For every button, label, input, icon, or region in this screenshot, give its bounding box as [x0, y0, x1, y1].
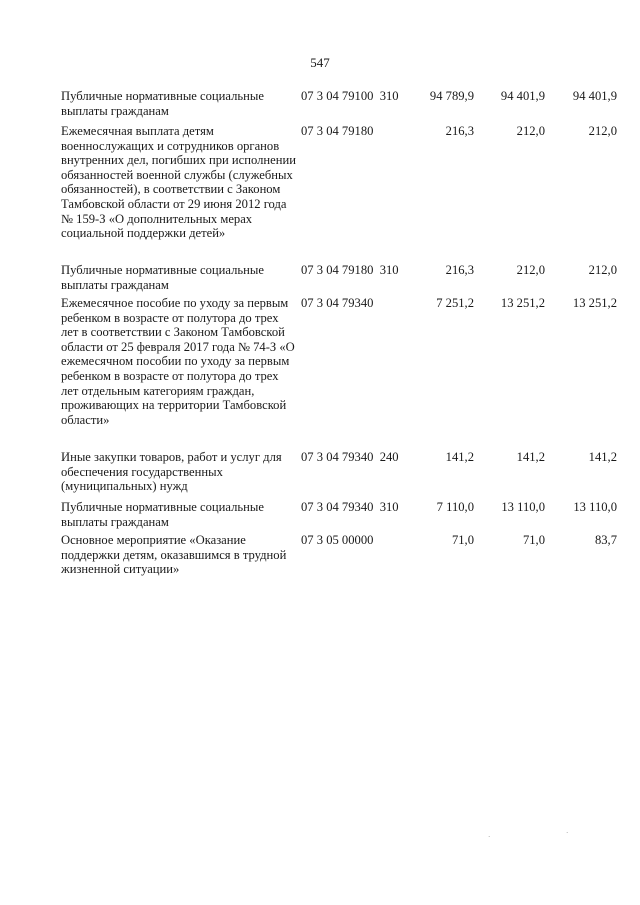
row-value-3: 212,0 [588, 263, 617, 277]
row-value-3: 13 110,0 [573, 500, 617, 514]
row-code: 07 3 04 79340 240 [301, 450, 399, 464]
row-description: Иные закупки товаров, работ и услуг для обеспечения государственных (муниципальных) нужд [61, 450, 282, 494]
row-description: Ежемесячное пособие по уходу за первым ребенком в возрасте от полутора до трех лет в соответствии с Законом Тамбовской области от 25 февраля 2017 года № 74-З «О ежемесячном пособии по уходу за первым ребенком в возрасте от полутора до трех лет отдельным категориям граждан, проживающих на территории Тамбовской области» [61, 296, 295, 427]
row-description: Публичные нормативные социальные выплаты гражданам [61, 263, 264, 292]
row-value-3: 83,7 [594, 533, 617, 547]
row-description: Публичные нормативные социальные выплаты гражданам [61, 89, 264, 118]
row-code: 07 3 04 79100 310 [301, 89, 399, 103]
row-value-3: 141,2 [588, 450, 617, 464]
scan-speck: · [488, 833, 491, 841]
row-value-1: 7 251,2 [436, 296, 474, 310]
row-code: 07 3 04 79340 [301, 296, 374, 310]
row-value-1: 94 789,9 [429, 89, 474, 103]
row-value-1: 216,3 [445, 124, 474, 138]
row-value-1: 71,0 [451, 533, 474, 547]
row-value-2: 94 401,9 [500, 89, 545, 103]
row-code: 07 3 05 00000 [301, 533, 374, 547]
row-value-3: 13 251,2 [572, 296, 617, 310]
row-value-1: 216,3 [445, 263, 474, 277]
row-value-2: 13 110,0 [501, 500, 545, 514]
row-value-3: 94 401,9 [572, 89, 617, 103]
row-value-1: 7 110,0 [436, 500, 474, 514]
row-value-2: 71,0 [522, 533, 545, 547]
row-value-2: 212,0 [516, 263, 545, 277]
row-value-2: 141,2 [516, 450, 545, 464]
row-value-2: 212,0 [516, 124, 545, 138]
row-description: Публичные нормативные социальные выплаты гражданам [61, 500, 264, 529]
row-description: Основное мероприятие «Оказание поддержки детям, оказавшимся в трудной жизненной ситуации» [61, 533, 287, 577]
row-value-2: 13 251,2 [500, 296, 545, 310]
row-description: Ежемесячная выплата детям военнослужащих и сотрудников органов внутренних дел, погибших при исполнении обязанностей военной службы (служебных обязанностей), в соответствии с Законом Тамбовской области от 29 июня 2012 года № 159-З «О дополнительных мерах социальной поддержки детей» [61, 124, 296, 241]
row-value-3: 212,0 [588, 124, 617, 138]
page-number: 547 [310, 55, 330, 70]
row-code: 07 3 04 79180 [301, 124, 374, 138]
row-code: 07 3 04 79180 310 [301, 263, 399, 277]
row-value-1: 141,2 [445, 450, 474, 464]
scan-speck: · [566, 829, 569, 837]
row-code: 07 3 04 79340 310 [301, 500, 399, 514]
